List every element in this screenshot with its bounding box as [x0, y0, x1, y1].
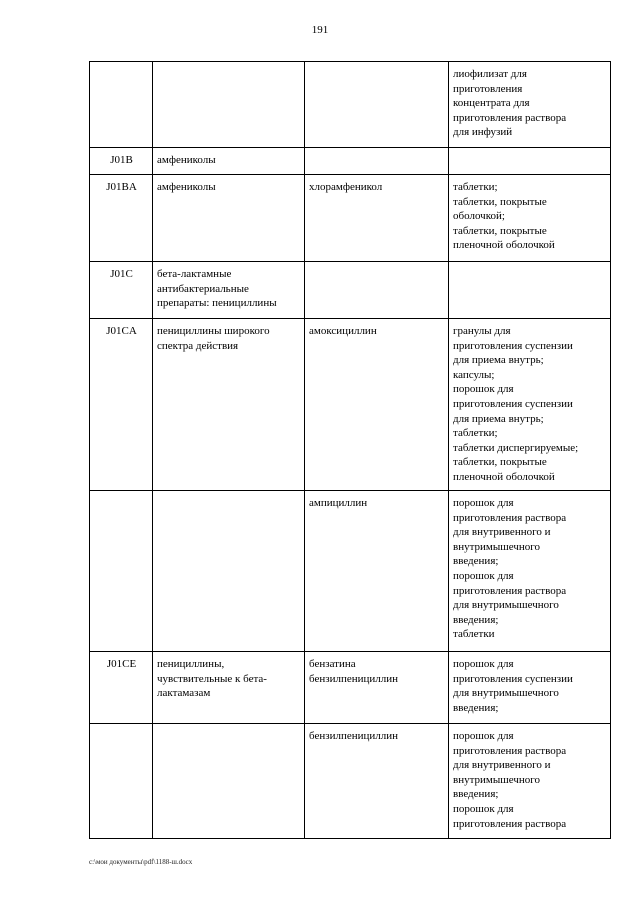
dosage-form-cell: таблетки; таблетки, покрытые оболочкой; таблетки, покрытые пленочной оболочкой [449, 175, 611, 262]
dosage-form-cell: порошок для приготовления раствора для внутривенного и внутримышечного введения; порошок для приготовления раствора [449, 724, 611, 839]
table-row [90, 148, 611, 175]
page-number: 191 [311, 24, 329, 36]
dosage-form-cell: порошок для приготовления суспензии для внутримышечного введения; [449, 652, 611, 724]
group-cell: амфениколы [153, 175, 305, 262]
table-row [90, 491, 611, 652]
group-cell: амфениколы [153, 148, 305, 175]
group-cell: бета-лактамные антибактериальные препараты: пенициллины [153, 262, 305, 319]
drug-cell: бензатина бензилпенициллин [305, 652, 449, 724]
group-cell [153, 62, 305, 148]
table-row [90, 319, 611, 491]
group-cell [153, 491, 305, 652]
atc-code-cell [90, 62, 153, 148]
drug-cell: ампициллин [305, 491, 449, 652]
atc-code-cell: J01B [90, 148, 153, 175]
dosage-form-cell [449, 148, 611, 175]
dosage-form-cell: гранулы для приготовления суспензии для приема внутрь; капсулы; порошок для приготовления суспензии для приема внутрь; таблетки; таблетки диспергируемые; таблетки, покрытые пленочной оболочкой [449, 319, 611, 491]
table-row [90, 652, 611, 724]
drug-cell: амоксициллин [305, 319, 449, 491]
atc-code-cell: J01C [90, 262, 153, 319]
table-row [90, 175, 611, 262]
atc-code-cell: J01CE [90, 652, 153, 724]
drug-table [89, 61, 611, 839]
drug-cell [305, 262, 449, 319]
group-cell: пенициллины широкого спектра действия [153, 319, 305, 491]
footer-file-path: c:\мои документы\pdf\1188-ш.docx [89, 858, 193, 866]
atc-code-cell: J01BA [90, 175, 153, 262]
atc-code-cell [90, 491, 153, 652]
drug-cell [305, 148, 449, 175]
dosage-form-cell: лиофилизат для приготовления концентрата для приготовления раствора для инфузий [449, 62, 611, 148]
dosage-form-cell: порошок для приготовления раствора для внутривенного и внутримышечного введения; порошок для приготовления раствора для внутримышечного введения; таблетки [449, 491, 611, 652]
table-row [90, 724, 611, 839]
drug-cell: хлорамфеникол [305, 175, 449, 262]
group-cell [153, 724, 305, 839]
drug-cell: бензилпенициллин [305, 724, 449, 839]
dosage-form-cell [449, 262, 611, 319]
atc-code-cell: J01CA [90, 319, 153, 491]
group-cell: пенициллины, чувствительные к бета- лактамазам [153, 652, 305, 724]
atc-code-cell [90, 724, 153, 839]
table-row [90, 262, 611, 319]
table-row [90, 62, 611, 148]
drug-cell [305, 62, 449, 148]
